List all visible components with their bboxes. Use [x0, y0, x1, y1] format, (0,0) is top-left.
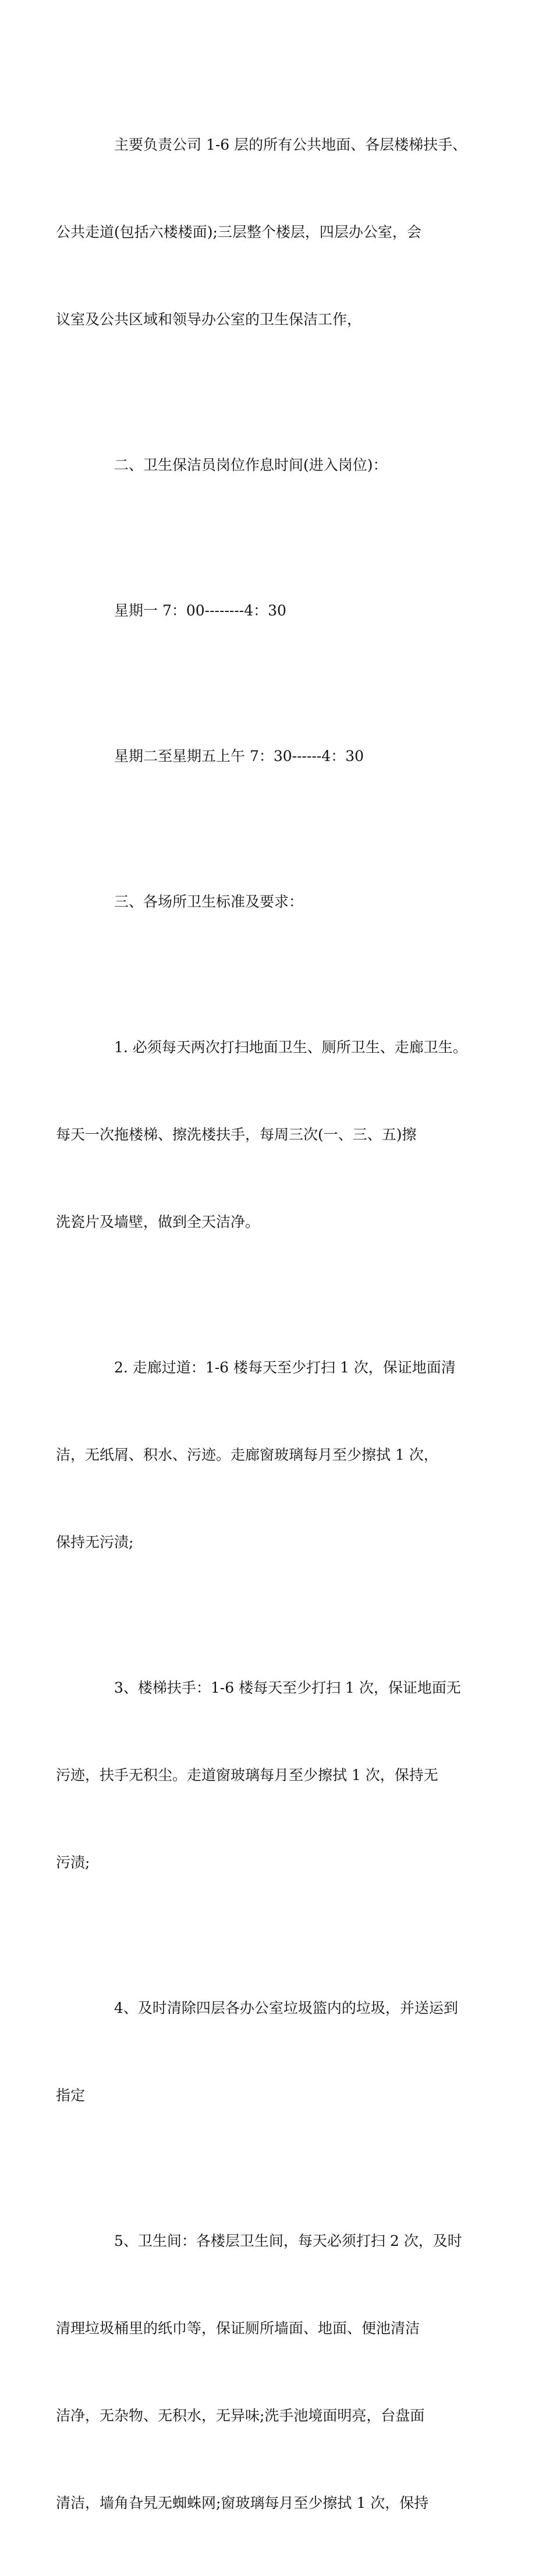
text-line: 二、卫生保洁员岗位作息时间(进入岗位)：: [114, 457, 388, 473]
text-line: 主要负责公司 1-6 层的所有公共地面、各层楼梯扶手、: [114, 136, 467, 153]
text-line: 保持无污渍;: [56, 1534, 134, 1551]
text-line: 清洁，墙角旮旯无蜘蛛网;窗玻璃每月至少擦拭 1 次，保持: [56, 2494, 429, 2511]
text-line: 三、各场所卫生标准及要求：: [114, 893, 304, 910]
paragraph-item-3: [56, 1615, 475, 1935]
text-line: 洁，无纸屑、积水、污迹。走廊窗玻璃每月至少擦拭 1 次，: [56, 1446, 438, 1463]
text-line: 每天一次拖楼梯、擦洗楼扶手，每周三次(一、三、五)擦: [56, 1126, 417, 1143]
document-body: [56, 72, 475, 2576]
text-line: 5、卫生间：各楼层卫生间，每天必须打扫 2 次，及时: [114, 2232, 462, 2249]
text-line: 清理垃圾桶里的纸巾等，保证厕所墙面、地面、便池清洁: [56, 2320, 420, 2337]
heading-work-hours: [85, 392, 475, 538]
text-line: 2. 走廊过道：1-6 楼每天至少打扫 1 次，保证地面清: [114, 1359, 456, 1376]
schedule-tue-fri: [85, 684, 475, 829]
paragraph-item-4: [56, 1935, 475, 2168]
text-line: 洁净，无杂物、无积水，无异味;洗手池境面明亮，台盘面: [56, 2407, 425, 2424]
text-line: 4、及时清除四层各办公室垃圾篮内的垃圾，并送运到: [114, 2000, 458, 2016]
text-line: 指定: [56, 2087, 86, 2104]
text-line: 议室及公共区域和领导办公室的卫生保洁工作，: [56, 311, 362, 328]
paragraph-item-1: [56, 975, 475, 1295]
text-line: 星期一 7：00--------4：30: [114, 602, 286, 619]
paragraph-item-5: [56, 2168, 475, 2576]
text-line: 洗瓷片及墙壁，做到全天洁净。: [56, 1213, 260, 1230]
text-line: 污迹，扶手无积尘。走道窗玻璃每月至少擦拭 1 次，保持无: [56, 1767, 438, 1784]
paragraph-scope: [56, 72, 475, 392]
heading-standards: [85, 829, 475, 975]
text-line: 公共走道(包括六楼楼面);三层整个楼层，四层办公室，会: [56, 224, 421, 240]
text-line: 1. 必须每天两次打扫地面卫生、厕所卫生、走廊卫生。: [114, 1039, 467, 1056]
text-line: 星期二至星期五上午 7：30------4：30: [114, 748, 364, 765]
paragraph-item-2: [56, 1295, 475, 1615]
schedule-monday: [85, 538, 475, 684]
text-line: 3、楼梯扶手：1-6 楼每天至少打扫 1 次，保证地面无: [114, 1679, 461, 1696]
text-line: 污渍;: [56, 1854, 90, 1871]
